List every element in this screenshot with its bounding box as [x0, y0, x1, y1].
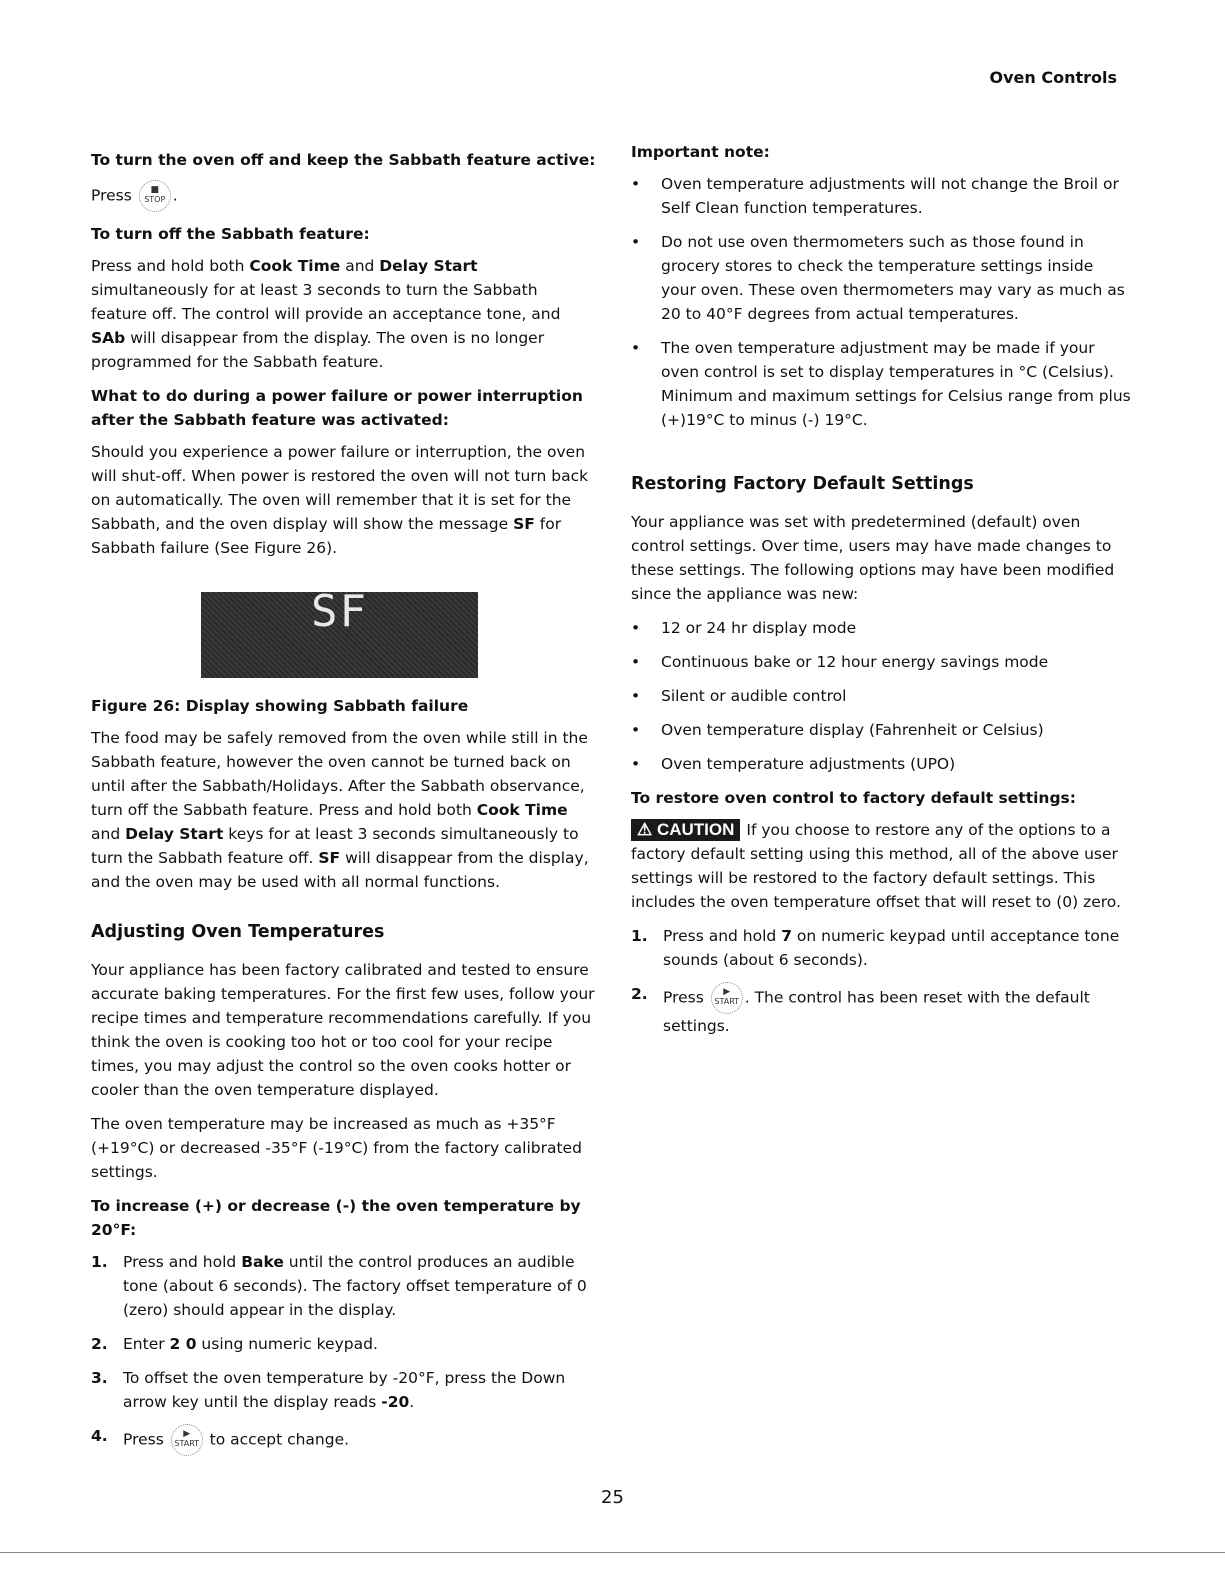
start-icon-label: START [174, 1439, 200, 1448]
list-item: • Oven temperature adjustments will not change the Broil or Self Clean function temperatures. [631, 172, 1131, 220]
stop-button-icon: ■ STOP [139, 180, 171, 212]
text: using numeric keypad. [196, 1335, 378, 1353]
text: will disappear from the display, and the oven may be used with all normal functions. [91, 849, 589, 891]
section-header: Oven Controls [989, 68, 1117, 87]
step-2 [91, 1332, 596, 1356]
step-number: 3. [91, 1369, 108, 1387]
text: on numeric keypad until acceptance tone sounds (about 6 seconds). [663, 927, 1120, 969]
text: and [91, 825, 126, 843]
text: until the control produces an audible tone (about 6 seconds). The factory offset temperature of 0 (zero) should appear in the display. [123, 1253, 587, 1319]
section-heading-restoring: Restoring Factory Default Settings [631, 474, 974, 494]
text: To offset the oven temperature by -20°F, press the Down arrow key until the display reads [123, 1369, 566, 1411]
text: Press and hold [663, 927, 782, 945]
list-item: • 12 or 24 hr display mode [631, 616, 1131, 640]
key-cook-time: Cook Time [249, 257, 341, 275]
section-heading-adjusting: Adjusting Oven Temperatures [91, 922, 385, 942]
text: keys for at least 3 seconds simultaneously to turn the Sabbath feature off. [91, 825, 579, 867]
figure-caption: Figure 26: Display showing Sabbath failure [91, 697, 469, 715]
step-2 [631, 982, 1131, 1038]
display-readout: SF [311, 586, 368, 637]
text: . The control has been reset with the default settings. [663, 988, 1090, 1035]
paragraph-turn-off [91, 254, 596, 374]
text: to accept change. [204, 1430, 350, 1449]
text: simultaneously for at least 3 seconds to turn the Sabbath feature off. The control will provide an acceptance tone, and [91, 281, 561, 323]
list-item: • The oven temperature adjustment may be made if your oven control is set to display temperatures in °C (Celsius). Minimum and maximum settings for Celsius range from plus (+)19°C to minus (-) 19°C. [631, 336, 1131, 432]
key-delay-start: Delay Start [125, 825, 224, 843]
step-number: 2. [91, 1335, 108, 1353]
list-item: • Continuous bake or 12 hour energy savings mode [631, 650, 1131, 674]
start-button-icon: ▶ START [711, 982, 743, 1014]
text: Press and hold [123, 1253, 242, 1271]
caution-paragraph [631, 818, 1131, 914]
key-bake: Bake [241, 1253, 284, 1271]
text: Press [123, 1430, 164, 1449]
step-1 [91, 1250, 596, 1322]
adjust-steps [91, 1250, 596, 1456]
heading-power-failure: What to do during a power failure or power interruption after the Sabbath feature was activated: [91, 387, 583, 429]
paragraph-power-failure [91, 440, 596, 560]
text: The food may be safely removed from the oven while still in the Sabbath feature, however the oven cannot be turned back on until after the Sabbath/Holidays. After the Sabbath observance, turn off the Sabbath feature. Press and hold both [91, 729, 588, 819]
heading-sabbath-off: To turn the oven off and keep the Sabbath feature active: [91, 151, 596, 169]
list-item: • Oven temperature adjustments (UPO) [631, 752, 1131, 776]
key-7: 7 [781, 927, 792, 945]
text: Should you experience a power failure or interruption, the oven will shut-off. When power is restored the oven will not turn back on automatically. The oven will remember that it is set for the Sabbath, and the oven display will show the message [91, 443, 589, 533]
paragraph-range: The oven temperature may be increased as much as +35°F (+19°C) or decreased -35°F (-19°C) from the factory calibrated settings. [91, 1115, 582, 1181]
press-tail: . [172, 186, 178, 205]
press-stop-line [91, 180, 596, 212]
left-column [91, 148, 596, 1466]
press-label: Press [91, 186, 132, 205]
heading-increase-decrease: To increase (+) or decrease (-) the oven temperature by 20°F: [91, 1197, 581, 1239]
display-code-sf: SF [318, 849, 341, 867]
right-column [631, 140, 1131, 1048]
paragraph-calibration: Your appliance has been factory calibrated and tested to ensure accurate baking temperatures. For the first few uses, follow your recipe times and temperature recommendations carefully. If you think the oven is cooking too hot or too cool for your recipe times, you may adjust the control so the oven cooks hotter or cooler than the oven temperature displayed. [91, 961, 595, 1099]
start-button-icon: ▶ START [171, 1424, 203, 1456]
list-item: • Do not use oven thermometers such as those found in grocery stores to check the temperature settings inside your oven. These oven thermometers may vary as much as 20 to 40°F degrees from actual temperatures. [631, 230, 1131, 326]
stop-icon-label: STOP [144, 195, 166, 204]
options-list [631, 616, 1131, 776]
key-delay-start: Delay Start [379, 257, 478, 275]
page-number: 25 [601, 1487, 624, 1508]
paragraph-food-removal [91, 726, 596, 894]
value-minus-20: -20 [381, 1393, 410, 1411]
caution-text: If you choose to restore any of the options to a factory default setting using this method, all of the above user settings will be restored to the factory default settings. This includes the oven temperature offset that will reset to (0) zero. [631, 821, 1121, 911]
key-cook-time: Cook Time [476, 801, 568, 819]
caution-badge: ⚠ CAUTION [631, 819, 740, 841]
restore-steps [631, 924, 1131, 1038]
text: Enter [123, 1335, 170, 1353]
text: and [340, 257, 380, 275]
list-item: • Silent or audible control [631, 684, 1131, 708]
paragraph-defaults: Your appliance was set with predetermined (default) oven control settings. Over time, users may have made changes to these settings. The following options may have been modified since the appliance was new: [631, 513, 1115, 603]
step-3 [91, 1366, 596, 1414]
bottom-rule [0, 1552, 1225, 1553]
list-item: • Oven temperature display (Fahrenheit or Celsius) [631, 718, 1131, 742]
text: Press and hold both [91, 257, 250, 275]
figure-display-image [201, 586, 478, 678]
heading-restore: To restore oven control to factory default settings: [631, 789, 1076, 807]
start-icon-label: START [714, 997, 740, 1006]
display-code-sab: SAb [91, 329, 126, 347]
important-notes-list [631, 172, 1131, 432]
step-1 [631, 924, 1131, 972]
step-4 [91, 1424, 596, 1456]
step-number: 2. [631, 985, 648, 1003]
text: will disappear from the display. The oven is no longer programmed for the Sabbath feature. [91, 329, 545, 371]
step-number: 1. [631, 927, 648, 945]
heading-turn-off-sabbath: To turn off the Sabbath feature: [91, 225, 370, 243]
step-number: 4. [91, 1427, 108, 1445]
display-code-sf: SF [513, 515, 535, 533]
text: for Sabbath failure (See Figure 26). [91, 515, 562, 557]
text: Press [663, 988, 704, 1007]
value-2-0: 2 0 [169, 1335, 197, 1353]
heading-important-note: Important note: [631, 143, 770, 161]
step-number: 1. [91, 1253, 108, 1271]
text: . [409, 1393, 415, 1411]
